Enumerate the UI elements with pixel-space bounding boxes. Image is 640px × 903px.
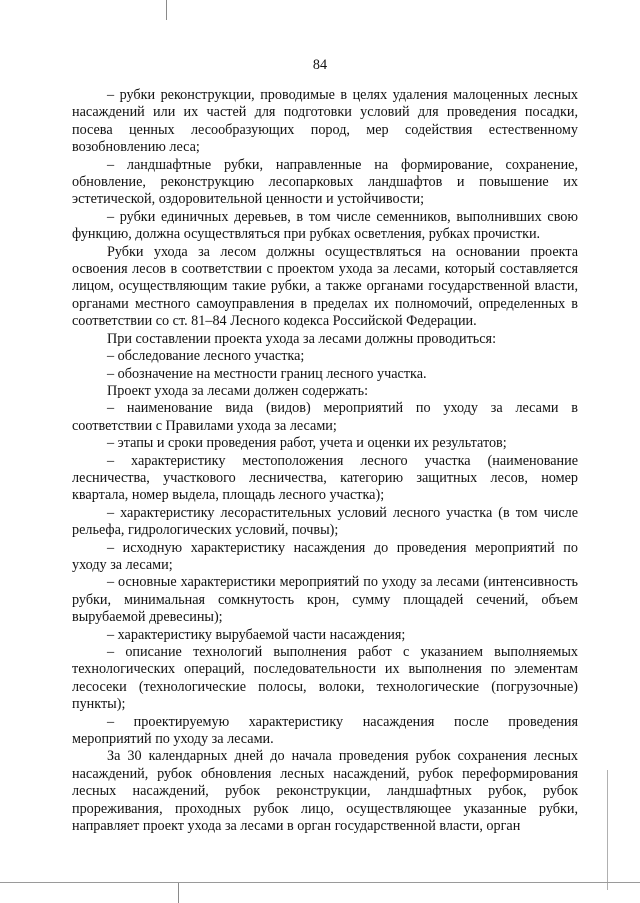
page-number: 84 xyxy=(312,57,328,73)
scan-edge-mark-top xyxy=(166,0,167,20)
list-item-location: – характеристику местоположения лесного участка (наименование лесничества, участкового лесничества, категорию защитных лесов, номер квартала, номер выдела, площадь лесного участка); xyxy=(72,452,578,504)
paragraph-project-preparation: При составлении проекта ухода за лесами должны проводиться: xyxy=(107,330,497,347)
scan-edge-line-bottom xyxy=(0,882,640,883)
list-item-growing-conditions: – характеристику лесорастительных условий лесного участка (в том числе рельефа, гидрологических условий, почвы); xyxy=(72,504,578,539)
list-item-stages-terms: – этапы и сроки проведения работ, учета и оценки их результатов; xyxy=(107,435,507,452)
list-item-initial-stand: – исходную характеристику насаждения до проведения мероприятий по уходу за лесами; xyxy=(72,539,578,573)
paragraph-project-contents: Проект ухода за лесами должен содержать: xyxy=(107,382,369,399)
scan-edge-mark-bottom xyxy=(178,883,179,903)
scan-edge-mark-right xyxy=(607,770,608,890)
paragraph-care-cuttings-basis: Рубки ухода за лесом должны осуществляться на основании проекта освоения лесов в соответствии с проектом ухода за лесами, который составляется лицом, осуществляющим такие рубки, а также органами государственной власти, органами местного самоуправления в пределах их полномочий, определенных в соответствии со ст. 81–84 Лесного кодекса Российской Федерации. xyxy=(72,243,578,330)
list-item-technologies: – описание технологий выполнения работ с указанием выполняемых технологических операций, последовательности их выполнения по элементам лесосеки (технологические полосы, волоки, технологические (погрузочные) пункты); xyxy=(72,644,578,713)
paragraph-30-days-notice: За 30 календарных дней до начала проведения рубок сохранения лесных насаждений, рубок обновления лесных насаждений, рубок переформирования лесных насаждений, рубок реконструкции, ландшафтных рубок, рубок прореживания, проходных рубок лицо, осуществляющее указанные рубки, направляет проект ухода за лесами в орган государственной власти, орган xyxy=(72,748,578,835)
list-item-boundary-marking: – обозначение на местности границ лесного участка. xyxy=(107,365,427,382)
list-item-activity-types: – наименование вида (видов) мероприятий по уходу за лесами в соответствии с Правилами ухода за лесами; xyxy=(72,400,578,434)
list-item-cut-part: – характеристику вырубаемой части насаждения; xyxy=(107,626,406,643)
paragraph-reconstruction-cuttings: – рубки реконструкции, проводимые в целях удаления малоценных лесных насаждений или их частей для подготовки условий для проведения посадки, посева ценных лесообразующих пород, мер содействия естественному возобновлению леса; xyxy=(72,87,578,156)
document-body xyxy=(72,87,578,835)
list-item-survey: – обследование лесного участка; xyxy=(107,348,305,365)
paragraph-single-tree-cuttings: – рубки единичных деревьев, в том числе семенников, выполнивших свою функцию, должна осуществляться при рубках осветления, рубках прочистки. xyxy=(72,208,578,243)
list-item-projected-stand: – проектируемую характеристику насаждения после проведения мероприятий по уходу за лесами. xyxy=(72,713,578,748)
list-item-main-characteristics: – основные характеристики мероприятий по уходу за лесами (интенсивность рубки, минимальная сомкнутость крон, сумму площадей сечений, объем вырубаемой древесины); xyxy=(72,574,578,626)
paragraph-landscape-cuttings: – ландшафтные рубки, направленные на формирование, сохранение, обновление, реконструкцию лесопарковых ландшафтов и повышение их эстетической, оздоровительной ценности и устойчивости; xyxy=(72,156,578,208)
